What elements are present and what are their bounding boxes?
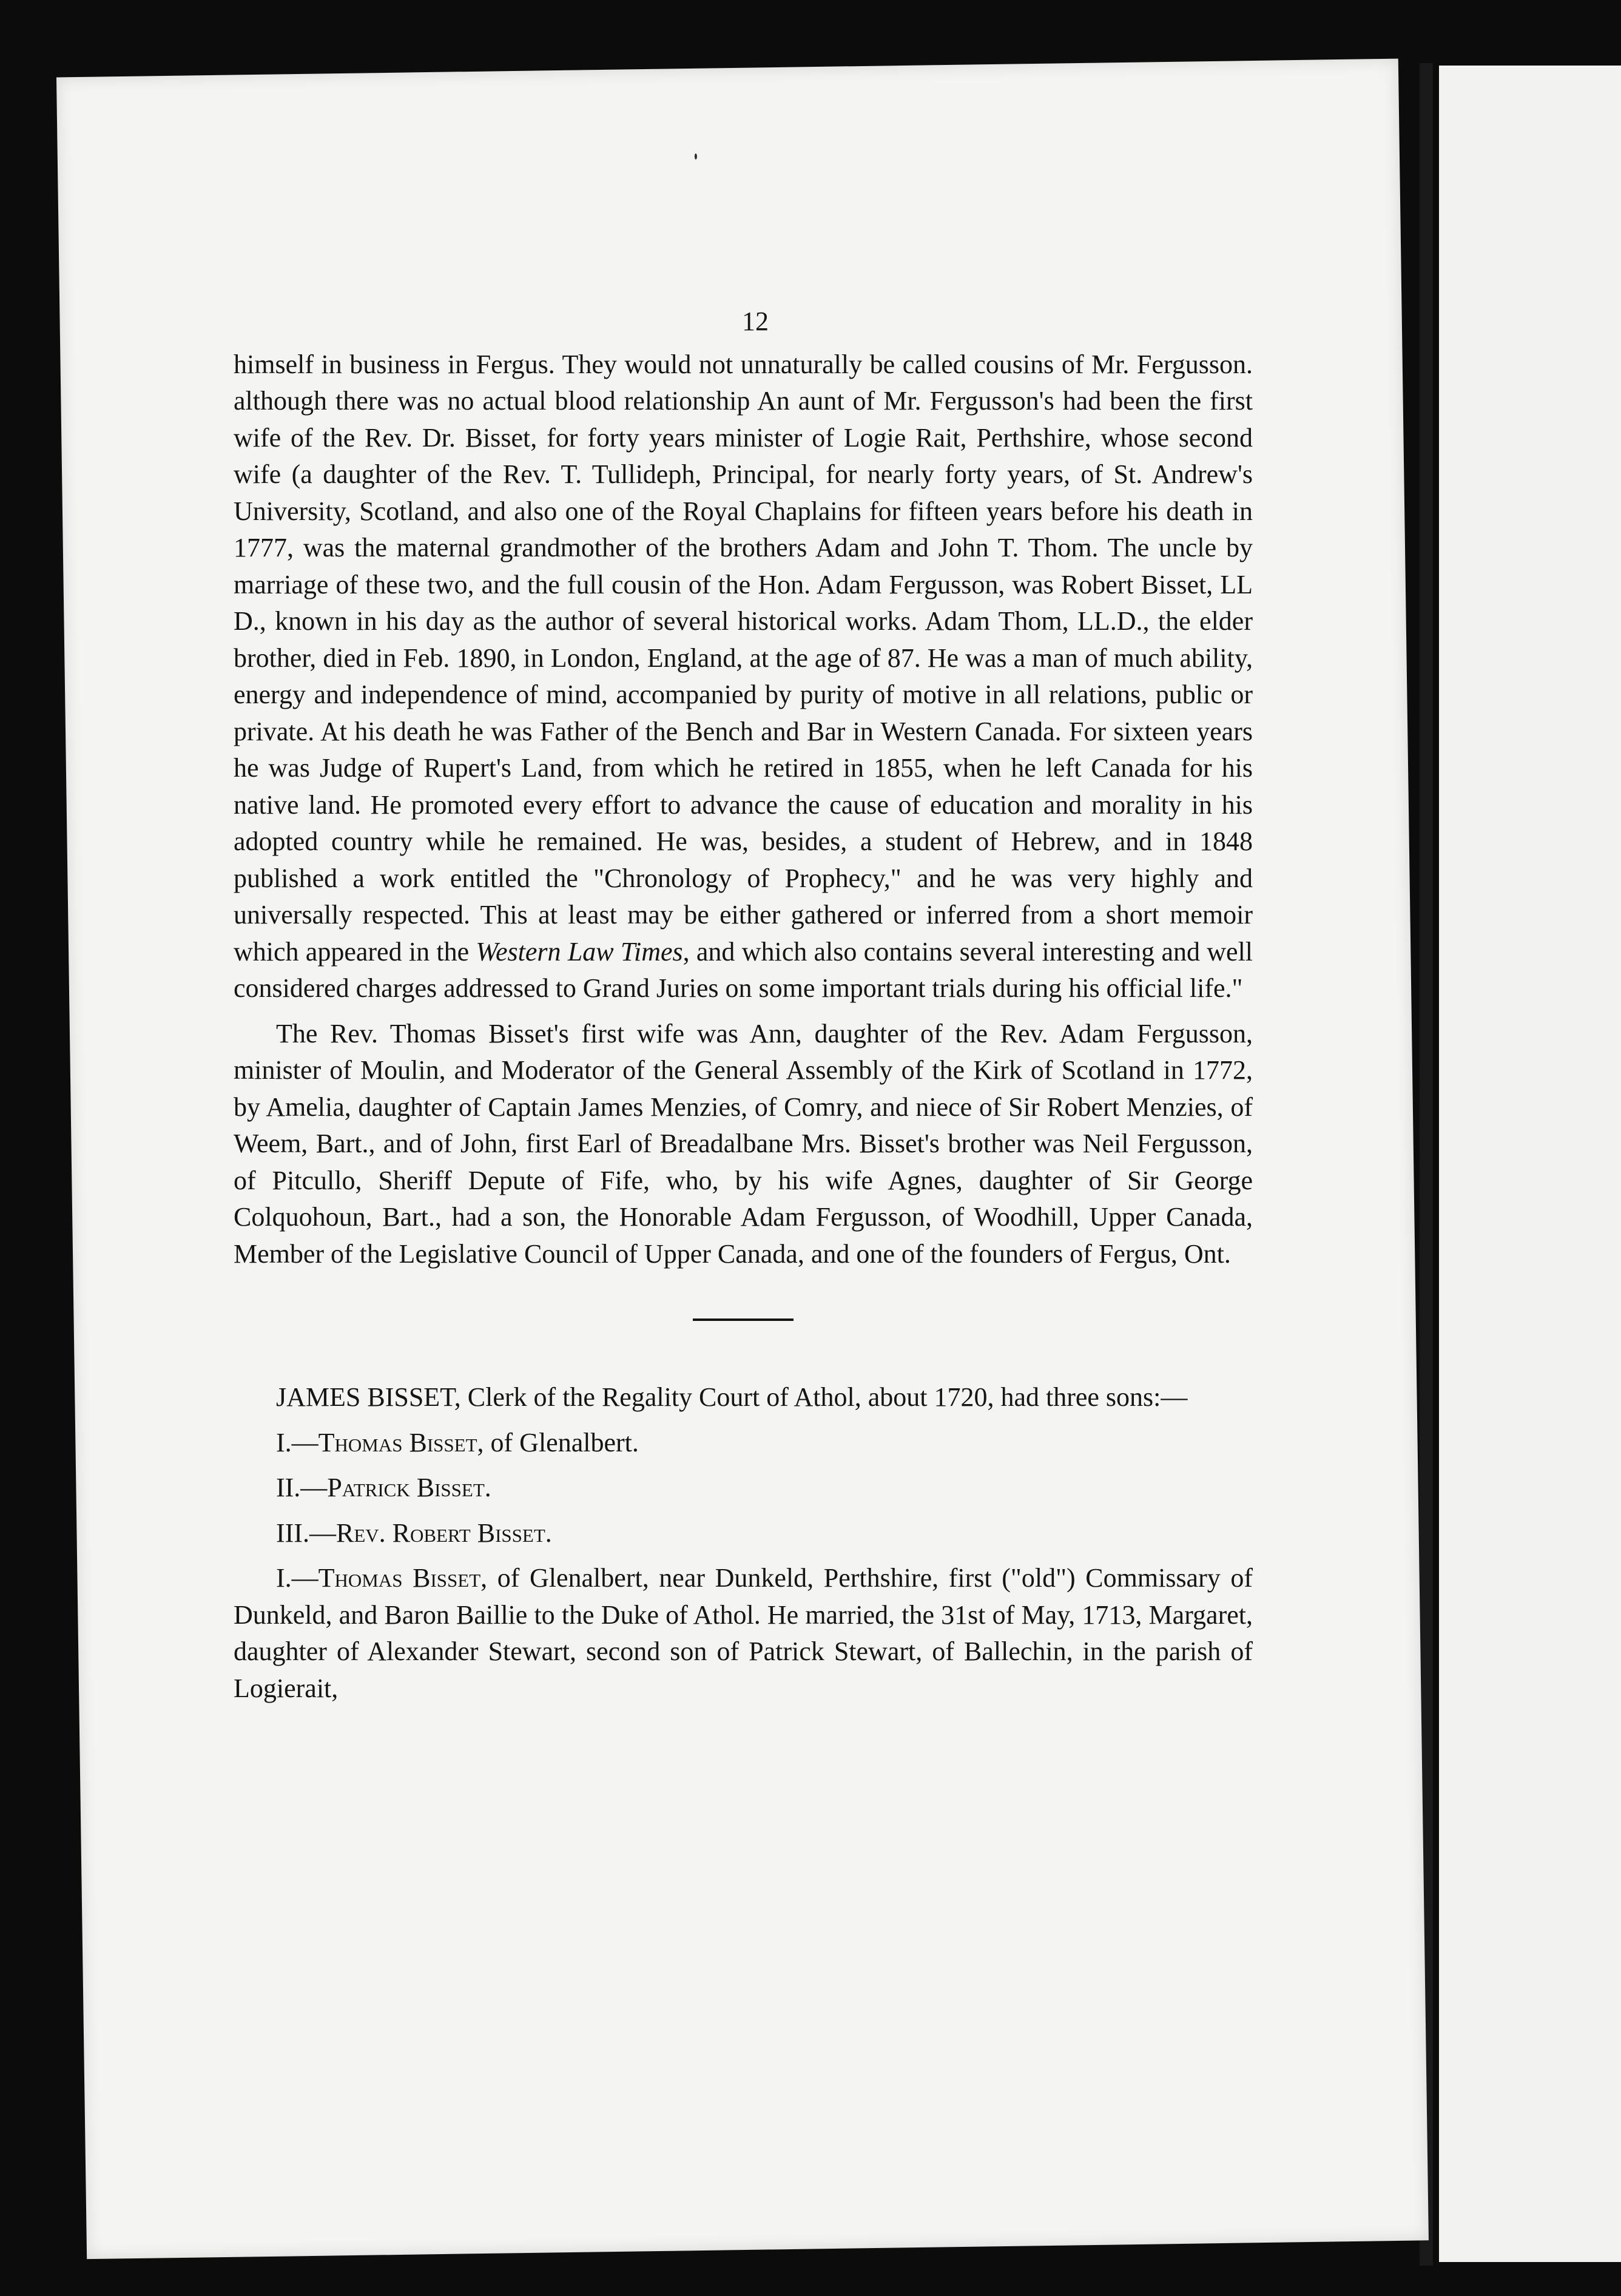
section-divider [693, 1319, 794, 1321]
list-numeral: II.— [276, 1473, 328, 1502]
son-name: Rev. Robert Bisset [335, 1518, 545, 1548]
person-name: Thomas Bisset [318, 1563, 481, 1593]
page-text [234, 303, 1253, 1707]
list-item-son-3 [234, 1515, 1253, 1552]
list-numeral: I.— [276, 1427, 318, 1457]
paragraph-bisset-wife: The Rev. Thomas Bisset's first wife was Ann, daughter of the Rev. Adam Fergusson, minister of Moulin, and Moderator of the General Assembly of the Kirk of Scotland in 1772, by Amelia, daughter of Captain James Menzies, of Comry, and niece of Sir Robert Menzies, of Weem, Bart., and of John, first Earl of Breadalbane Mrs. Bisset's brother was Neil Fergusson, of Pitcullo, Sheriff Depute of Fife, who, by his wife Agnes, daughter of Sir George Colquohoun, Bart., had a son, the Honorable Adam Fergusson, of Woodhill, Upper Canada, Member of the Legislative Council of Upper Canada, and one of the founders of Fergus, Ont. [234, 1018, 1253, 1269]
son-detail: , of Glenalbert. [477, 1427, 639, 1457]
son-name: Thomas Bisset [318, 1427, 477, 1457]
paragraph-james-bisset: JAMES BISSET, Clerk of the Regality Court of Athol, about 1720, had three sons:— [276, 1382, 1188, 1412]
paragraph-thomas-bisset [234, 1560, 1253, 1707]
paper-speck [695, 154, 697, 160]
son-detail: . [545, 1518, 552, 1548]
list-numeral: III.— [276, 1518, 336, 1548]
section-numeral: I.— [276, 1563, 318, 1593]
list-item-son-1 [234, 1425, 1253, 1462]
list-item-son-2 [234, 1470, 1253, 1507]
facing-page-edge [1439, 66, 1621, 2262]
publication-title: Western Law Times [476, 936, 683, 967]
paragraph-1-text: himself in business in Fergus. They would not unnaturally be called cousins of Mr. Fergusson. although there was no actual blood relationship An aunt of Mr. Fergusson's had been the first wife of the Rev. Dr. Bisset, for forty years minister of Logie Rait, Perthshire, whose second wife (a daughter of the Rev. T. Tullideph, Principal, for nearly forty years, of St. Andrew's University, Scotland, and also one of the Royal Chaplains for fifteen years before his death in 1777, was the maternal grandmother of the brothers Adam and John T. Thom. The uncle by marriage of these two, and the full cousin of the Hon. Adam Fergusson, was Robert Bisset, LL D., known in his day as the author of several historical works. Adam Thom, LL.D., the elder brother, died in Feb. 1890, in London, England, at the age of 87. He was a man of much ability, energy and independence of mind, accompanied by purity of motive in all relations, public or private. At his death he was Father of the Bench and Bar in Western Canada. For sixteen years he was Judge of Rupert's Land, from which he retired in 1855, when he left Canada for his native land. He promoted every effort to advance the cause of education and morality in his adopted country while he remained. He was, besides, a student of Hebrew, and in 1848 published a work entitled the "Chronology of Prophecy," and he was very highly and universally respected. This at least may be either gathered or inferred from a short memoir which appeared in the [234, 349, 1253, 967]
paragraph-1-text-end: , and which also contains several interesting and well considered charges addressed to Grand Juries on some important trials during his official life." [234, 936, 1253, 1003]
son-detail: . [484, 1473, 491, 1502]
page-number: 12 [742, 306, 769, 336]
paragraph-4-text: , of Glenalbert, near Dunkeld, Perthshire, first ("old") Commissary of Dunkeld, and Baron Baillie to the Duke of Athol. He married, the 31st of May, 1713, Margaret, daughter of Alexander Stewart, second son of Patrick Stewart, of Ballechin, in the parish of Logierait, [234, 1563, 1253, 1703]
son-name: Patrick Bisset [327, 1473, 485, 1502]
paragraph-continuation [234, 346, 1253, 1007]
